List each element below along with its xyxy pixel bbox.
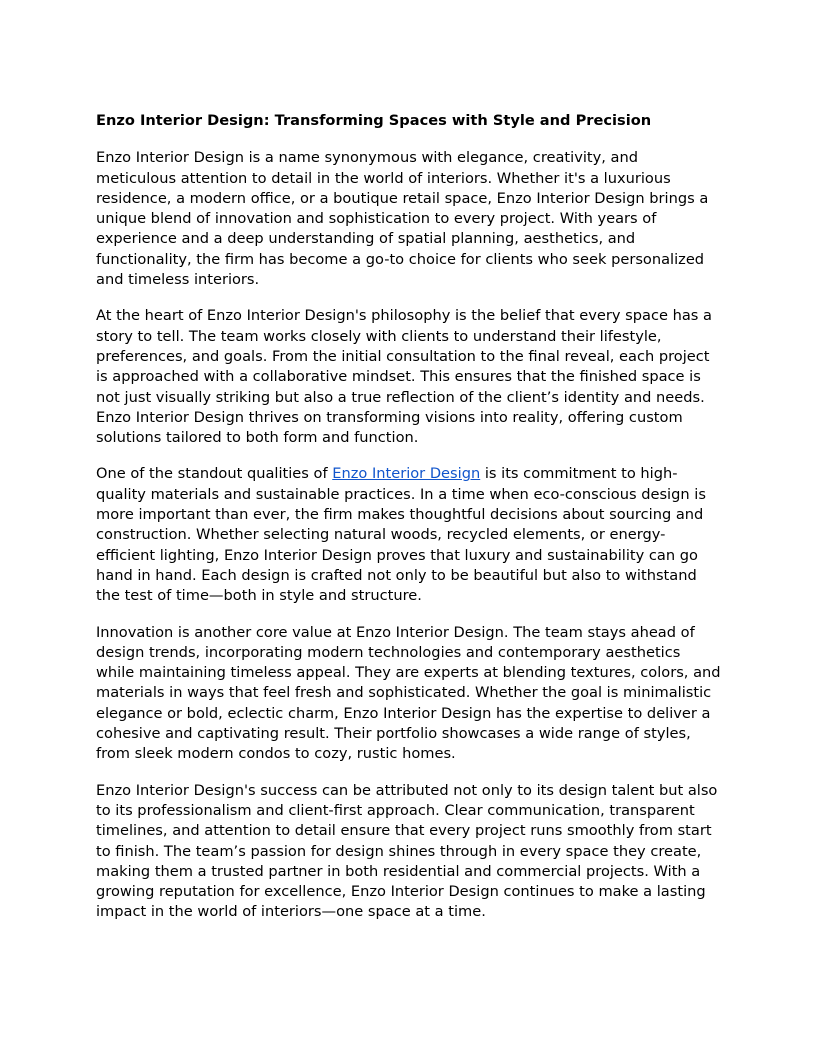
document-title: Enzo Interior Design: Transforming Spaces with Style and Precision [96, 112, 652, 129]
paragraph-4: Innovation is another core value at Enzo Interior Design. The team stays ahead of design trends, incorporating modern technologies and contemporary aesthetics while maintaining timeless appeal. They are experts at blending textures, colors, and materials in ways that feel fresh and sophisticated. Whether the goal is minimalistic elegance or bold, eclectic charm, Enzo Interior Design has the expertise to deliver a cohesive and captivating result. Their portfolio showcases a wide range of styles, from sleek modern condos to cozy, rustic homes. [96, 623, 721, 763]
paragraph-3 [96, 464, 722, 606]
document-page [96, 111, 722, 939]
paragraph-1: Enzo Interior Design is a name synonymous with elegance, creativity, and meticulous attention to detail in the world of interiors. Whether it's a luxurious residence, a modern office, or a boutique retail space, Enzo Interior Design brings a unique blend of innovation and sophistication to every project. With years of experience and a deep understanding of spatial planning, aesthetics, and functionality, the firm has become a go-to choice for clients who seek personalized and timeless interiors. [96, 149, 709, 289]
paragraph-3-before: One of the standout qualities of [96, 465, 333, 483]
paragraph-3-after: is its commitment to high-quality materials and sustainable practices. In a time when eco-conscious design is more important than ever, the firm makes thoughtful decisions about sourcing and construction. Whether selecting natural woods, recycled elements, or energy-efficient lighting, Enzo Interior Design proves that luxury and sustainability can go hand in hand. Each design is crafted not only to be beautiful but also to withstand the test of time—both in style and structure. [96, 465, 706, 605]
paragraph-5: Enzo Interior Design's success can be attributed not only to its design talent but also to its professionalism and client-first approach. Clear communication, transparent timelines, and attention to detail ensure that every project runs smoothly from start to finish. The team’s passion for design shines through in every space they create, making them a trusted partner in both residential and commercial projects. With a growing reputation for excellence, Enzo Interior Design continues to make a lasting impact in the world of interiors—one space at a time. [96, 781, 718, 921]
paragraph-2: At the heart of Enzo Interior Design's philosophy is the belief that every space has a story to tell. The team works closely with clients to understand their lifestyle, preferences, and goals. From the initial consultation to the final reveal, each project is approached with a collaborative mindset. This ensures that the finished space is not just visually striking but also a true reflection of the client’s identity and needs. Enzo Interior Design thrives on transforming visions into reality, offering custom solutions tailored to both form and function. [96, 307, 712, 447]
enzo-interior-design-link[interactable]: Enzo Interior Design [332, 465, 481, 483]
